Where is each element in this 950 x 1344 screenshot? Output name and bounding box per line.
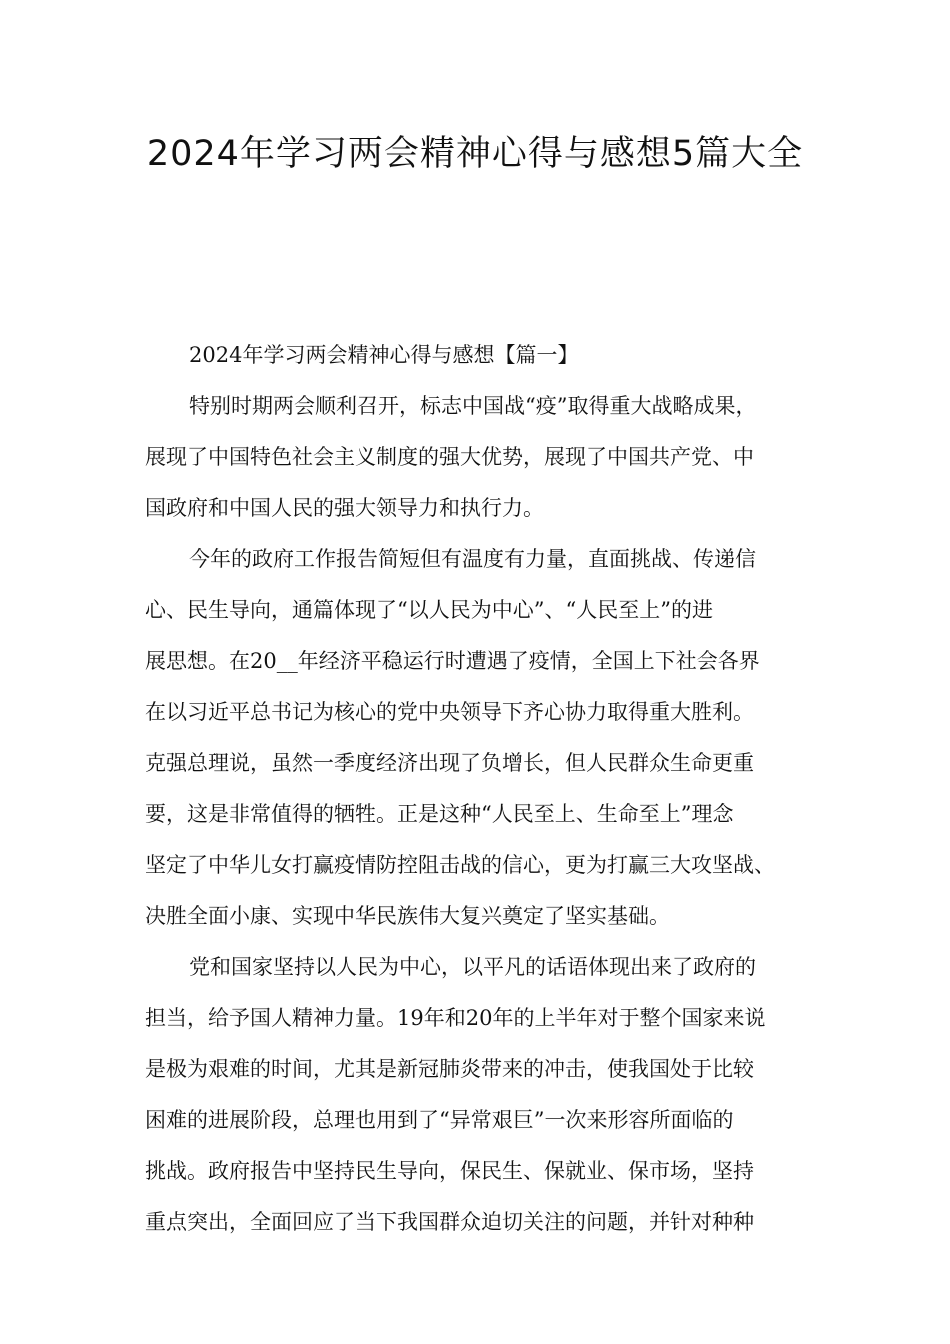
paragraph-3 <box>145 942 825 1248</box>
paragraph-line: 特别时期两会顺利召开，标志中国战“疫”取得重大战略成果， <box>189 394 757 418</box>
paragraph-line: 克强总理说，虽然一季度经济出现了负增长，但人民群众生命更重 <box>145 751 754 775</box>
paragraph-line: 困难的进展阶段，总理也用到了“异常艰巨”一次来形容所面临的 <box>145 1108 734 1132</box>
paragraph-line: 担当，给予国人精神力量。19年和20年的上半年对于整个国家来说 <box>145 1006 766 1030</box>
paragraph-line: 今年的政府工作报告简短但有温度有力量，直面挑战、传递信 <box>189 547 756 571</box>
section-heading: 2024年学习两会精神心得与感想【篇一】 <box>189 343 579 367</box>
document-body <box>145 330 825 1248</box>
paragraph-line: 党和国家坚持以人民为中心，以平凡的话语体现出来了政府的 <box>189 955 756 979</box>
paragraph-line: 心、民生导向，通篇体现了“以人民为中心”、“人民至上”的进 <box>145 598 713 622</box>
paragraph-line: 展思想。在20__年经济平稳运行时遭遇了疫情，全国上下社会各界 <box>145 649 760 673</box>
paragraph-line: 是极为艰难的时间，尤其是新冠肺炎带来的冲击，使我国处于比较 <box>145 1057 754 1081</box>
paragraph-2 <box>145 534 825 942</box>
paragraph-line: 重点突出，全面回应了当下我国群众迫切关注的问题，并针对种种 <box>145 1210 754 1234</box>
document-title: 2024年学习两会精神心得与感想5篇大全 <box>146 134 804 174</box>
paragraph-line: 要，这是非常值得的牺牲。正是这种“人民至上、生命至上”理念 <box>145 802 734 826</box>
paragraph-line: 国政府和中国人民的强大领导力和执行力。 <box>145 496 544 520</box>
paragraph-line: 决胜全面小康、实现中华民族伟大复兴奠定了坚实基础。 <box>145 904 670 928</box>
paragraph-line: 在以习近平总书记为核心的党中央领导下齐心协力取得重大胜利。 <box>145 700 754 724</box>
paragraph-line: 坚定了中华儿女打赢疫情防控阻击战的信心，更为打赢三大攻坚战、 <box>145 853 775 877</box>
paragraph-line: 挑战。政府报告中坚持民生导向，保民生、保就业、保市场，坚持 <box>145 1159 754 1183</box>
paragraph-1 <box>145 381 825 534</box>
paragraph-line: 展现了中国特色社会主义制度的强大优势，展现了中国共产党、中 <box>145 445 754 469</box>
